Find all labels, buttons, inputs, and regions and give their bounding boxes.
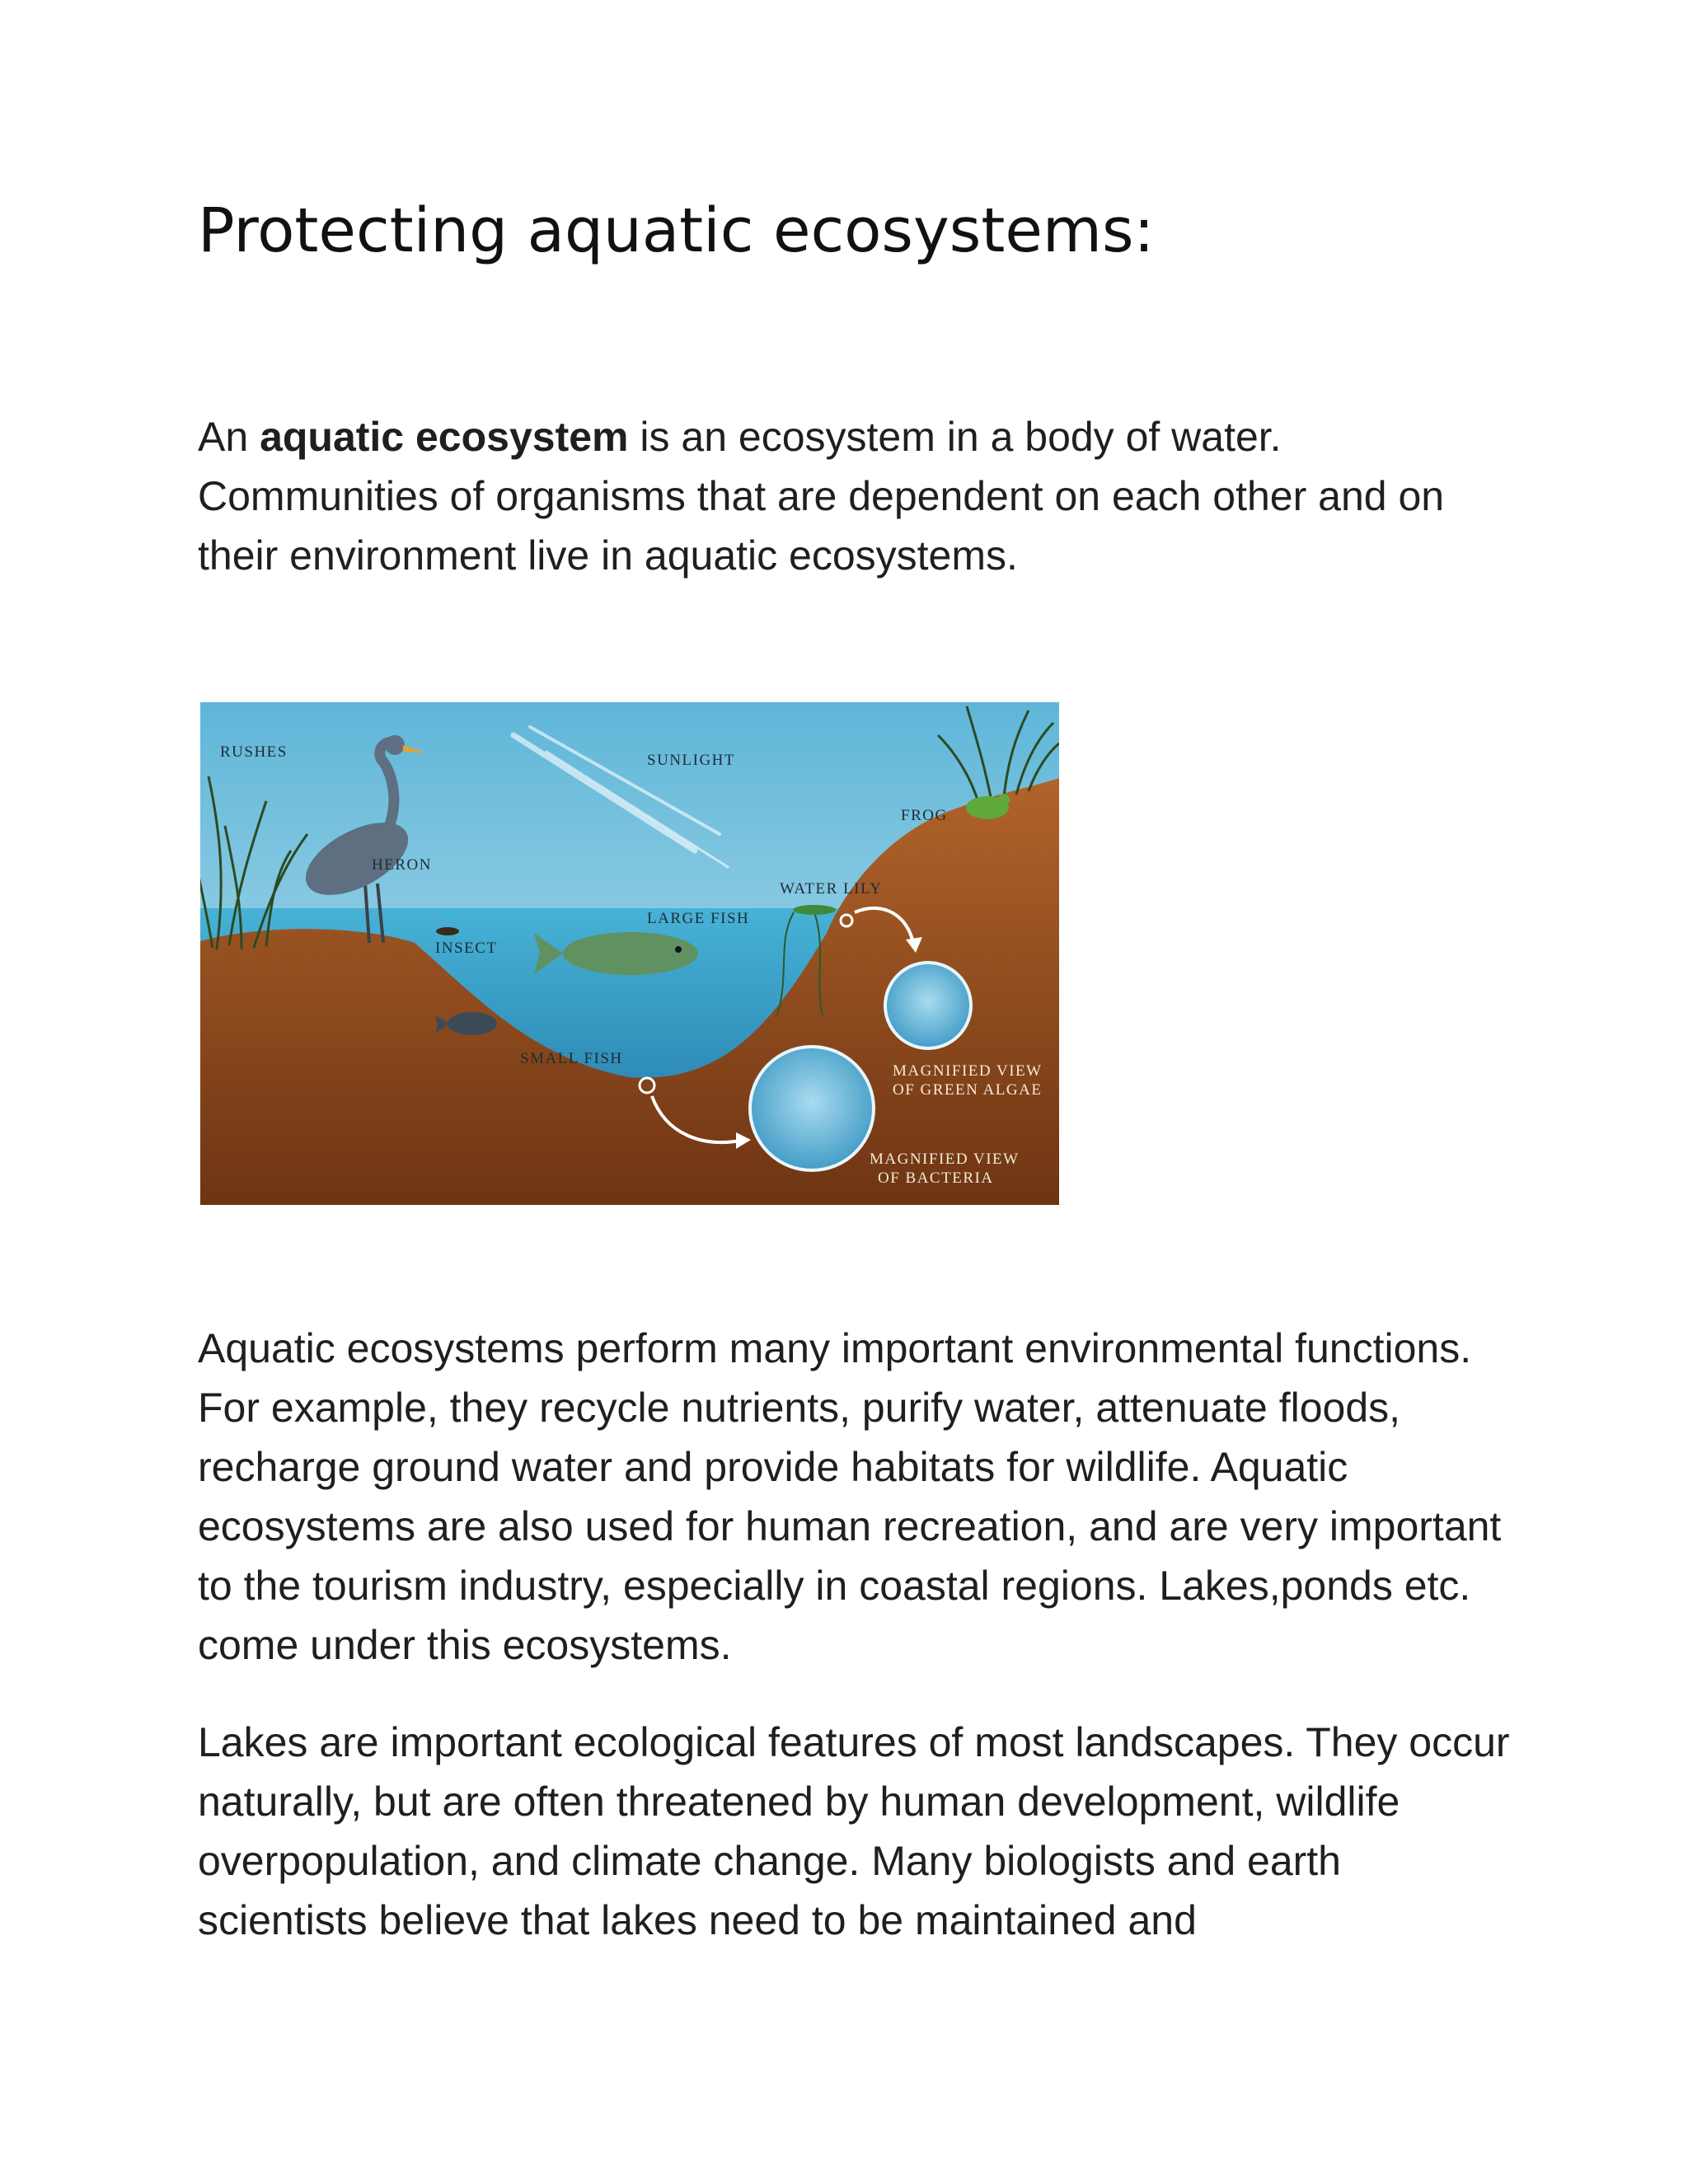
bacteria-magnified	[750, 1047, 874, 1170]
body-paragraph: Aquatic ecosystems perform many important environmental functions. For example, they recycle nutrients, purify water, attenuate floods, recharge ground water and provide habitats for wildlife. Aquatic ecosystems are also used for human recreation, and are very important to the tourism industry, especially in coastal regions. Lakes,ponds etc. come under this ecosystems.	[198, 1325, 1502, 1668]
label-insect: INSECT	[435, 940, 498, 957]
aquatic-ecosystem-illustration	[200, 702, 1059, 1205]
insect	[436, 927, 459, 935]
label-frog: FROG	[901, 807, 948, 824]
intro-prefix: An	[198, 414, 260, 460]
label-heron: HERON	[372, 856, 432, 874]
green-algae-magnified	[885, 963, 971, 1048]
intro-term: aquatic ecosystem	[260, 414, 629, 460]
label-algae-line-1: MAGNIFIED VIEW	[893, 1062, 1043, 1080]
label-sunlight: SUNLIGHT	[647, 752, 735, 769]
intro-paragraph	[198, 407, 1517, 585]
label-rushes: RUSHES	[220, 743, 288, 761]
label-water-lily: WATER LILY	[780, 880, 883, 898]
intro-text: is an ecosystem in a body of water. Communities of organisms that are dependent on each other and on their environment live in aquatic ecosystems.	[198, 414, 1445, 579]
label-small-fish: SMALL FISH	[520, 1050, 623, 1067]
label-bacteria-line-1: MAGNIFIED VIEW	[870, 1151, 1020, 1168]
label-large-fish: LARGE FISH	[647, 910, 750, 927]
page-title: Protecting aquatic ecosystems:	[198, 195, 1155, 266]
body-paragraph: Lakes are important ecological features of most landscapes. They occur naturally, but are often threatened by human development, wildlife overpopulation, and climate change. Many biologists and earth scientists believe that lakes need to be maintained and	[198, 1719, 1510, 1943]
label-algae-line-2: OF GREEN ALGAE	[893, 1081, 1043, 1099]
label-bacteria-line-2: OF BACTERIA	[878, 1169, 994, 1187]
